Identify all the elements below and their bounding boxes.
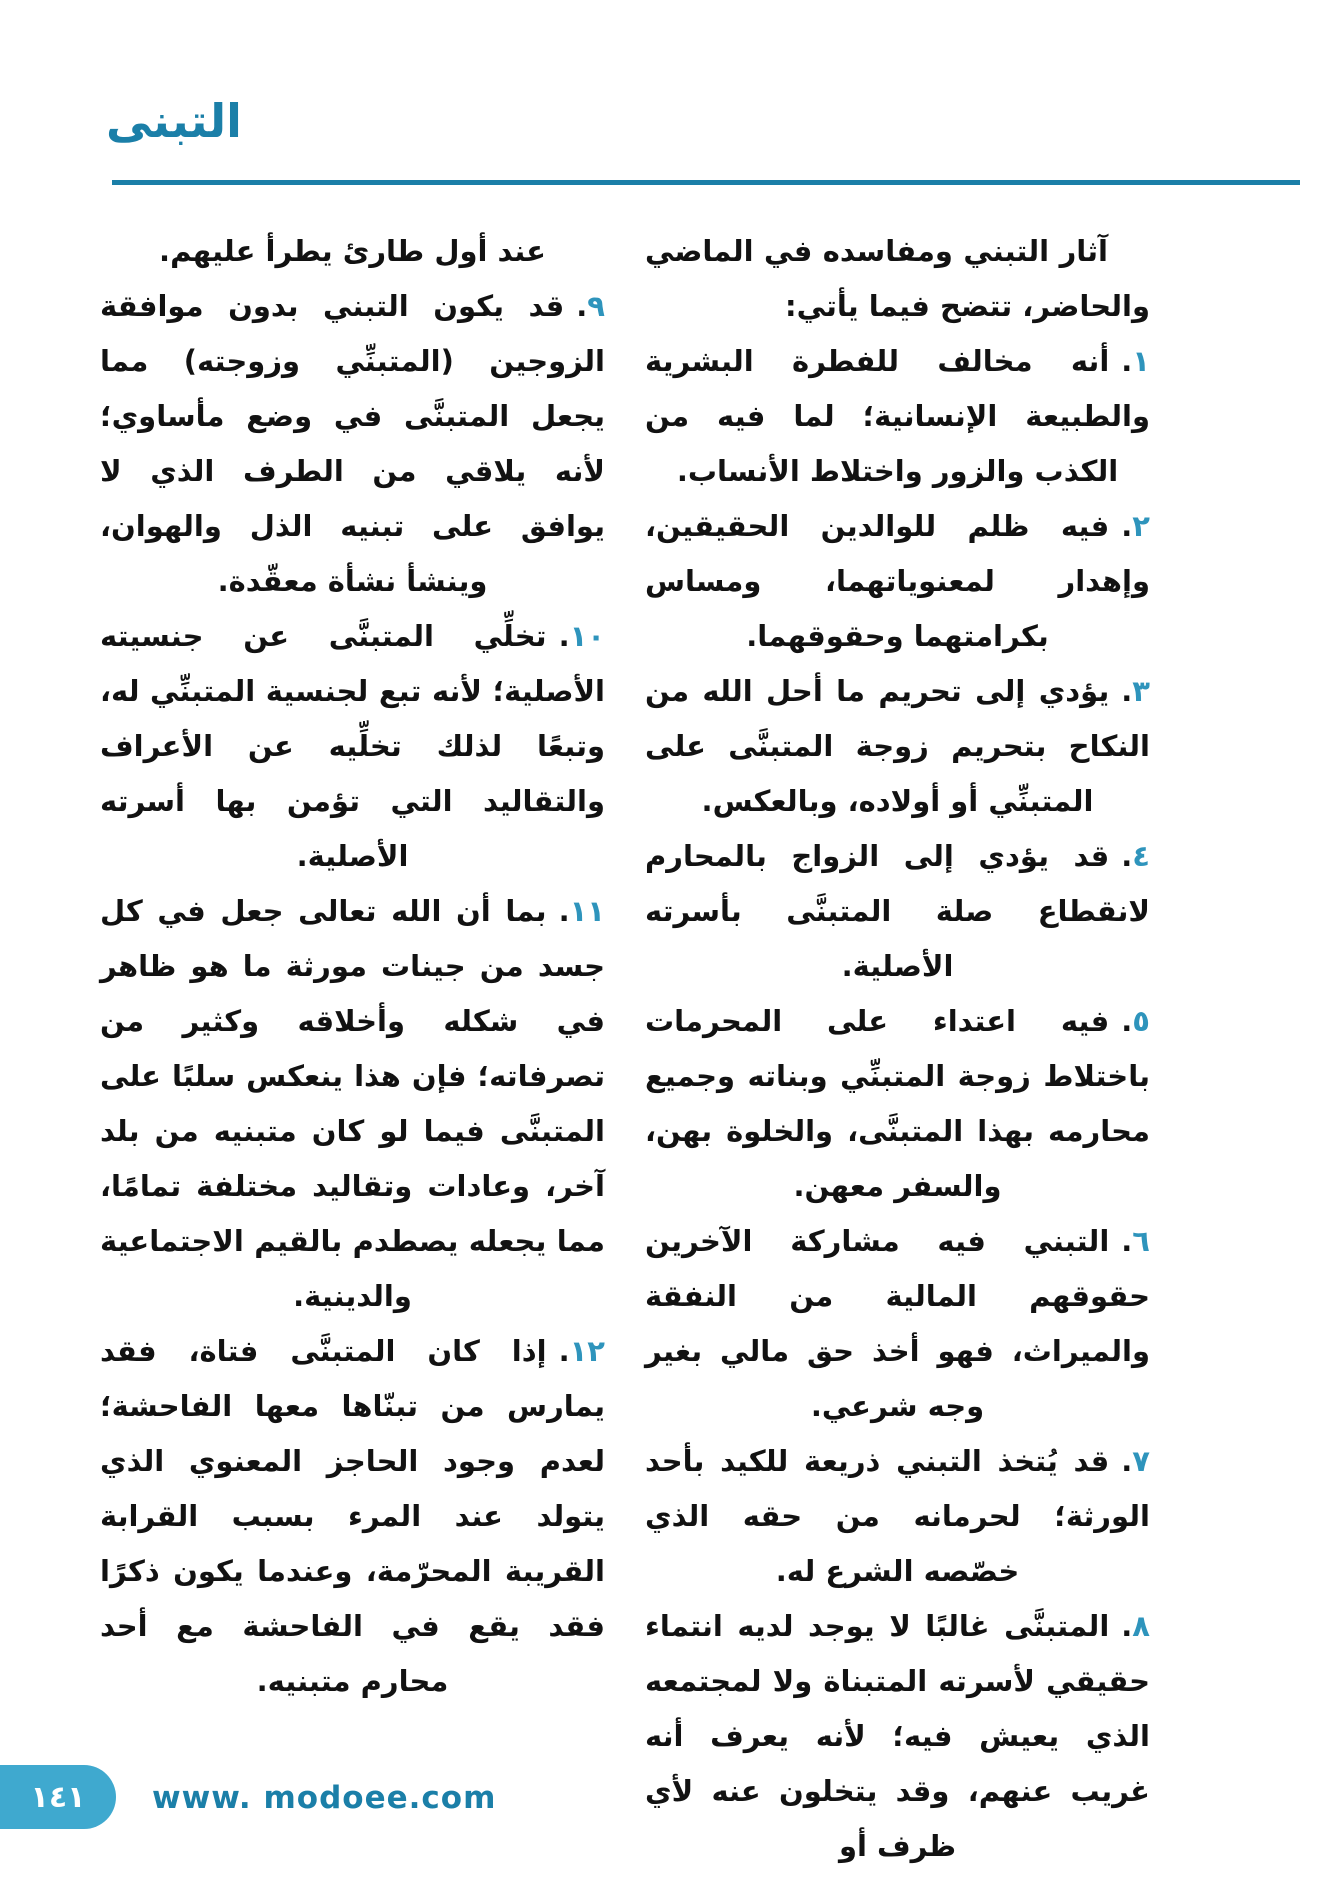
page-number-badge — [0, 1765, 116, 1829]
list-item — [645, 994, 1150, 1214]
item-separator: . — [1121, 1609, 1133, 1643]
list-item — [645, 499, 1150, 664]
item-separator: . — [1121, 1444, 1133, 1478]
item-separator: . — [558, 894, 570, 928]
column-left — [100, 224, 605, 1709]
list-item — [645, 664, 1150, 829]
list-item — [645, 1214, 1150, 1434]
column-right — [645, 224, 1150, 1874]
list-item — [645, 1434, 1150, 1599]
item-number: ٥ — [1132, 1004, 1150, 1038]
item-text: قد يُتخذ التبني ذريعة للكيد بأحد الورثة؛ لحرمانه من حقه الذي خصّصه الشرع له. — [645, 1444, 1150, 1588]
item-separator: . — [576, 289, 588, 323]
item-text: المتبنَّى غالبًا لا يوجد لديه انتماء حقيقي لأسرته المتبناة ولا لمجتمعه الذي يعيش فيه؛ لأنه يعرف أنه غريب عنهم، وقد يتخلون عنه لأي ظرف أو — [645, 1609, 1150, 1863]
item-text: يؤدي إلى تحريم ما أحل الله من النكاح بتحريم زوجة المتبنَّى على المتبنِّي أو أولاده، وبالعكس. — [645, 674, 1150, 818]
item-number: ١٢ — [569, 1334, 605, 1368]
item-separator: . — [1121, 1224, 1133, 1258]
item-separator: . — [1121, 509, 1133, 543]
item-separator: . — [558, 619, 570, 653]
list-item — [645, 334, 1150, 499]
list-item — [645, 829, 1150, 994]
list-item — [645, 1599, 1150, 1874]
item-text: تخلِّي المتبنَّى عن جنسيته الأصلية؛ لأنه تبع لجنسية المتبنِّي له، وتبعًا لذلك تخلِّيه عن الأعراف والتقاليد التي تؤمن بها أسرته الأصلية. — [100, 619, 605, 873]
item-number: ٣ — [1132, 674, 1150, 708]
page-number: ١٤١ — [30, 1779, 86, 1815]
item-number: ٤ — [1132, 839, 1150, 873]
item-number: ١ — [1132, 344, 1150, 378]
item-number: ١٠ — [569, 619, 605, 653]
item-text: بما أن الله تعالى جعل في كل جسد من جينات مورثة ما هو ظاهر في شكله وأخلاقه وكثير من تصرفاته؛ فإن هذا ينعكس سلبًا على المتبنَّى فيما لو كان متبنيه من بلد آخر، وعادات وتقاليد مختلفة تمامًا، مما يجعله يصطدم بالقيم الاجتماعية والدينية. — [100, 894, 605, 1313]
item-text: فيه اعتداء على المحرمات باختلاط زوجة المتبنِّي وبناته وجميع محارمه بهذا المتبنَّى، والخلوة بهن، والسفر معهن. — [645, 1004, 1150, 1203]
list-item — [100, 884, 605, 1324]
website-url: www. modoee.com — [152, 1780, 497, 1816]
item-separator: . — [1121, 1004, 1133, 1038]
list-item — [100, 1324, 605, 1709]
intro-paragraph: آثار التبني ومفاسده في الماضي والحاضر، تتضح فيما يأتي: — [645, 234, 1150, 323]
item-text: قد يؤدي إلى الزواج بالمحارم لانقطاع صلة المتبنَّى بأسرته الأصلية. — [645, 839, 1150, 983]
item-number: ٨ — [1132, 1609, 1150, 1643]
item-number: ٦ — [1132, 1224, 1150, 1258]
item-separator: . — [1121, 839, 1133, 873]
right-items — [645, 334, 1150, 1874]
left-items — [100, 279, 605, 1709]
item-number: ٩ — [587, 289, 605, 323]
item-number: ٢ — [1132, 509, 1150, 543]
item-text: التبني فيه مشاركة الآخرين حقوقهم المالية من النفقة والميراث، فهو أخذ حق مالي بغير وجه شرعي. — [645, 1224, 1150, 1423]
item-text: إذا كان المتبنَّى فتاة، فقد يمارس من تبنّاها معها الفاحشة؛ لعدم وجود الحاجز المعنوي الذي يتولد عند المرء بسبب القرابة القريبة المحرّمة، وعندما يكون ذكرًا فقد يقع في الفاحشة مع أحد محارم متبنيه. — [100, 1334, 605, 1698]
item-number: ١١ — [569, 894, 605, 928]
item-separator: . — [1121, 344, 1133, 378]
item-text: أنه مخالف للفطرة البشرية والطبيعة الإنسانية؛ لما فيه من الكذب والزور واختلاط الأنساب. — [645, 344, 1150, 488]
header-rule — [112, 180, 1300, 185]
item-text: فيه ظلم للوالدين الحقيقين، وإهدار لمعنوياتهما، ومساس بكرامتهما وحقوقهما. — [645, 509, 1150, 653]
list-item — [100, 609, 605, 884]
item-separator: . — [1121, 674, 1133, 708]
item-text: قد يكون التبني بدون موافقة الزوجين (المتبنِّي وزوجته) مما يجعل المتبنَّى في وضع مأساوي؛ لأنه يلاقي من الطرف الذي لا يوافق على تبنيه الذل والهوان، وينشأ نشأة معقّدة. — [100, 289, 605, 598]
item-separator: . — [558, 1334, 570, 1368]
list-item — [100, 279, 605, 609]
continuation-line: عند أول طارئ يطرأ عليهم. — [159, 234, 546, 268]
chapter-title: التبنى — [106, 94, 242, 148]
item-number: ٧ — [1132, 1444, 1150, 1478]
